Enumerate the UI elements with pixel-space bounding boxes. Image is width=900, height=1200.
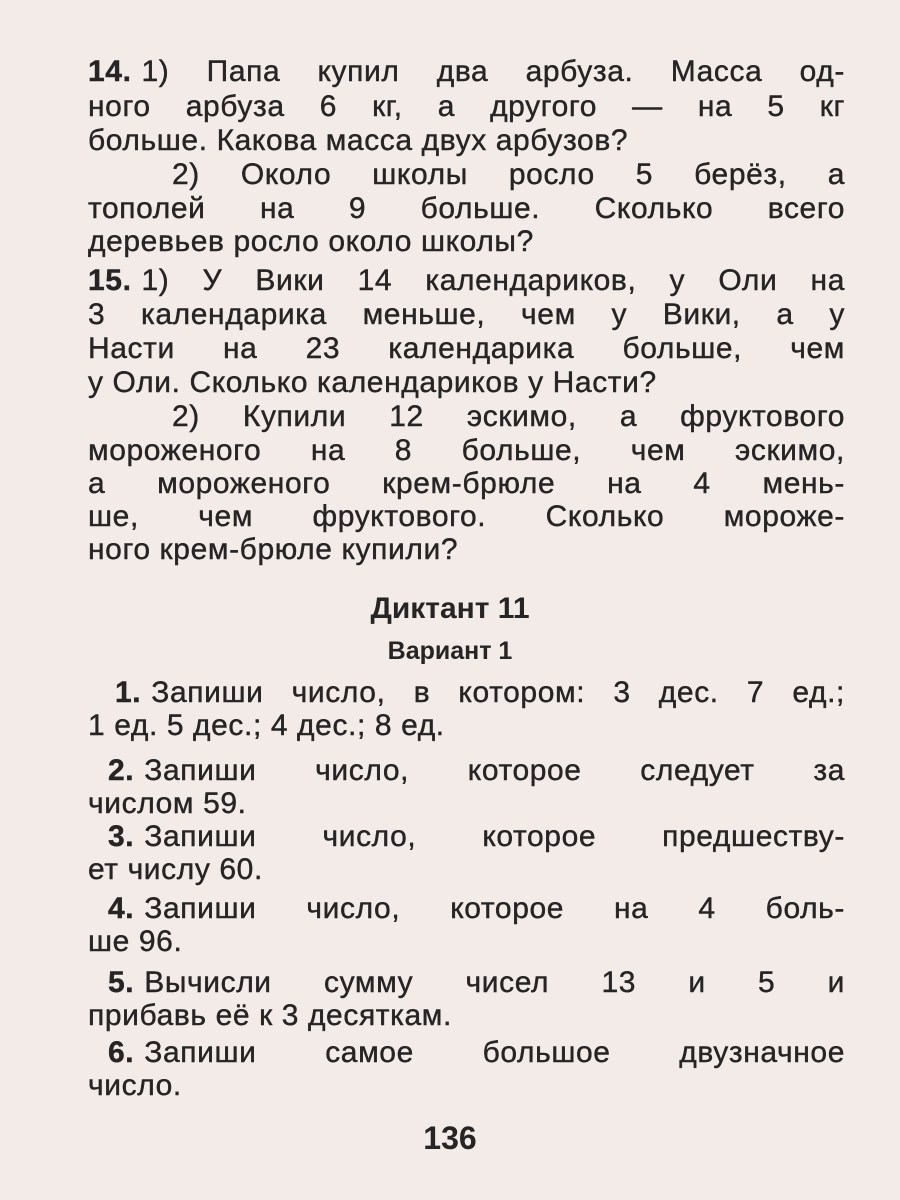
text-line	[88, 90, 845, 124]
item-number: 3.	[108, 820, 135, 853]
item-number: 2.	[108, 754, 135, 787]
text-line	[108, 892, 845, 926]
text-line	[88, 533, 845, 567]
text-line	[88, 853, 845, 887]
line-text: 2) Купили 12 эскимо, а фруктового	[172, 400, 845, 433]
section-title: Диктант 11	[370, 592, 530, 625]
line-text: ше, чем фруктового. Сколько мороже-	[88, 500, 845, 533]
line-text: деревьев росло около школы?	[88, 225, 534, 258]
line-text: больше. Какова масса двух арбузов?	[88, 124, 629, 157]
text-line	[88, 332, 845, 366]
line-text: мороженого на 8 больше, чем эскимо,	[88, 434, 845, 467]
line-text: 2) Около школы росло 5 берёз, а	[172, 158, 845, 191]
line-text: тополей на 9 больше. Сколько всего	[88, 192, 845, 225]
line-text: ного крем-брюле купили?	[88, 533, 459, 566]
line-text: а мороженого крем-брюле на 4 мень-	[88, 467, 845, 500]
text-line	[88, 709, 845, 743]
line-text: 1) У Вики 14 календариков, у Оли на	[141, 264, 845, 297]
line-text: Запиши число, которое на 4 боль-	[144, 892, 845, 925]
text-line	[88, 467, 845, 501]
line-text: Запиши число, в котором: 3 дес. 7 ед.;	[151, 676, 845, 709]
text-line	[88, 225, 845, 259]
line-text: прибавь её к 3 десяткам.	[88, 999, 452, 1032]
text-line	[88, 1069, 845, 1103]
line-text: Запиши самое большое двузначное	[144, 1036, 845, 1069]
line-text: число.	[88, 1069, 182, 1102]
line-text: Насти на 23 календарика больше, чем	[88, 332, 845, 365]
text-line	[88, 925, 845, 959]
line-text: 1) Папа купил два арбуза. Масса од-	[141, 55, 845, 88]
item-number: 5.	[108, 966, 135, 999]
line-text: Вычисли сумму чисел 13 и 5 и	[144, 966, 845, 999]
text-line	[88, 264, 845, 298]
text-line	[172, 158, 845, 192]
problem-number: 14.	[88, 55, 132, 88]
text-line	[108, 1036, 845, 1070]
line-text: числом 59.	[88, 787, 247, 820]
text-line	[88, 192, 845, 226]
item-number: 1.	[115, 676, 142, 709]
text-line	[108, 754, 845, 788]
item-number: 6.	[108, 1036, 135, 1069]
text-line	[88, 999, 845, 1033]
text-line	[88, 434, 845, 468]
line-text: ет числу 60.	[88, 853, 263, 886]
text-line	[88, 500, 845, 534]
text-line	[172, 400, 845, 434]
text-line	[88, 55, 845, 89]
problem-number: 15.	[88, 264, 132, 297]
variant-title: Вариант 1	[387, 637, 513, 665]
item-number: 4.	[108, 892, 135, 925]
text-line	[88, 298, 845, 332]
text-line	[108, 966, 845, 1000]
text-line	[88, 787, 845, 821]
line-text: Запиши число, которое следует за	[144, 754, 845, 787]
text-line	[88, 366, 845, 400]
line-text: ного арбуза 6 кг, а другого — на 5 кг	[88, 90, 845, 123]
line-text: 3 календарика меньше, чем у Вики, а у	[88, 298, 845, 331]
line-text: ше 96.	[88, 925, 183, 958]
text-line	[88, 124, 845, 158]
line-text: 1 ед. 5 дес.; 4 дес.; 8 ед.	[88, 709, 445, 742]
text-line	[115, 676, 845, 710]
page-number: 136	[423, 1120, 477, 1156]
line-text: у Оли. Сколько календариков у Насти?	[88, 366, 657, 399]
text-line	[108, 820, 845, 854]
line-text: Запиши число, которое предшеству-	[144, 820, 845, 853]
